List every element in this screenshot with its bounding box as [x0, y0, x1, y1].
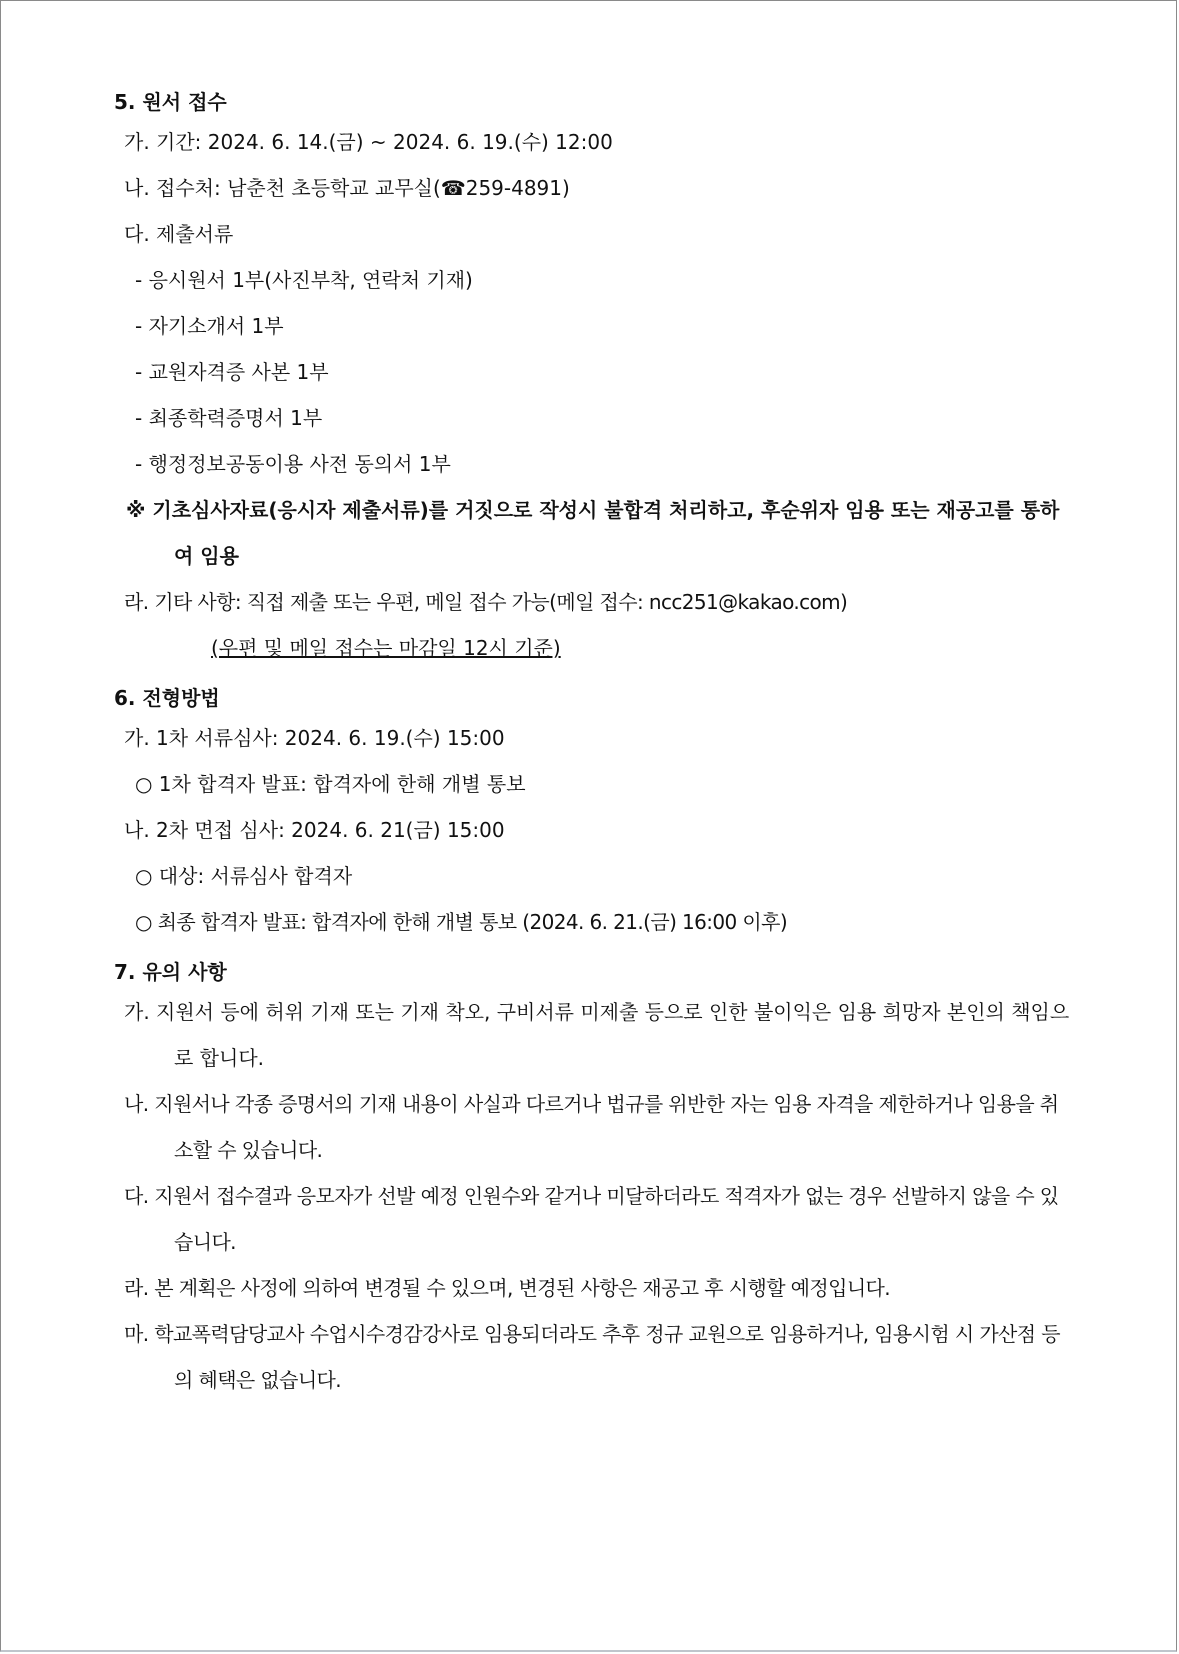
documents-title: 다. 제출서류 [124, 222, 234, 246]
first-screening: 가. 1차 서류심사: 2024. 6. 19.(수) 15:00 [124, 726, 505, 750]
section-6-title: 6. 전형방법 [114, 686, 220, 710]
document-item: - 최종학력증명서 1부 [135, 406, 323, 430]
application-place: 나. 접수처: 남춘천 초등학교 교무실(☎259-4891) [124, 176, 570, 200]
section-5-title: 5. 원서 접수 [114, 90, 227, 114]
first-result-note: ○ 1차 합격자 발표: 합격자에 한해 개별 통보 [135, 772, 526, 796]
false-document-warning: ※ 기초심사자료(응시자 제출서류)를 거짓으로 작성시 불합격 처리하고, 후순위자 임용 또는 재공고를 통하여 임용 [126, 498, 1060, 568]
document-item: - 교원자격증 사본 1부 [135, 360, 329, 384]
notice-item: 다. 지원서 접수결과 응모자가 선발 예정 인원수와 같거나 미달하더라도 적격자가 없는 경우 선발하지 않을 수 있습니다. [124, 1184, 1059, 1254]
final-result-note: ○ 최종 합격자 발표: 합격자에 한해 개별 통보 (2024. 6. 21.(금) 16:00 이후) [135, 910, 788, 934]
section-7-title: 7. 유의 사항 [114, 960, 227, 984]
deadline-note: (우편 및 메일 접수는 마감일 12시 기준) [211, 636, 561, 660]
other-notes-deadline [114, 625, 1074, 671]
application-period: 가. 기간: 2024. 6. 14.(금) ~ 2024. 6. 19.(수) 12:00 [124, 130, 613, 154]
notice-item: 나. 지원서나 각종 증명서의 기재 내용이 사실과 다르거나 법규를 위반한 자는 임용 자격을 제한하거나 임용을 취소할 수 있습니다. [124, 1092, 1059, 1162]
notice-item: 마. 학교폭력담당교사 수업시수경감강사로 임용되더라도 추후 정규 교원으로 임용하거나, 임용시험 시 가산점 등의 혜택은 없습니다. [124, 1322, 1060, 1392]
second-interview: 나. 2차 면접 심사: 2024. 6. 21(금) 15:00 [124, 818, 505, 842]
document-item: - 행정정보공동이용 사전 동의서 1부 [135, 452, 451, 476]
document-item: - 자기소개서 1부 [135, 314, 284, 338]
document-content [114, 85, 1074, 1403]
interview-target: ○ 대상: 서류심사 합격자 [135, 864, 353, 888]
document-item: - 응시원서 1부(사진부착, 연락처 기재) [135, 268, 473, 292]
other-notes: 라. 기타 사항: 직접 제출 또는 우편, 메일 접수 가능(메일 접수: ncc251@kakao.com) [124, 590, 848, 614]
notice-item: 라. 본 계획은 사정에 의하여 변경될 수 있으며, 변경된 사항은 재공고 후 시행할 예정입니다. [124, 1276, 891, 1300]
notice-item: 가. 지원서 등에 허위 기재 또는 기재 착오, 구비서류 미제출 등으로 인한 불이익은 임용 희망자 본인의 책임으로 합니다. [124, 1000, 1070, 1070]
